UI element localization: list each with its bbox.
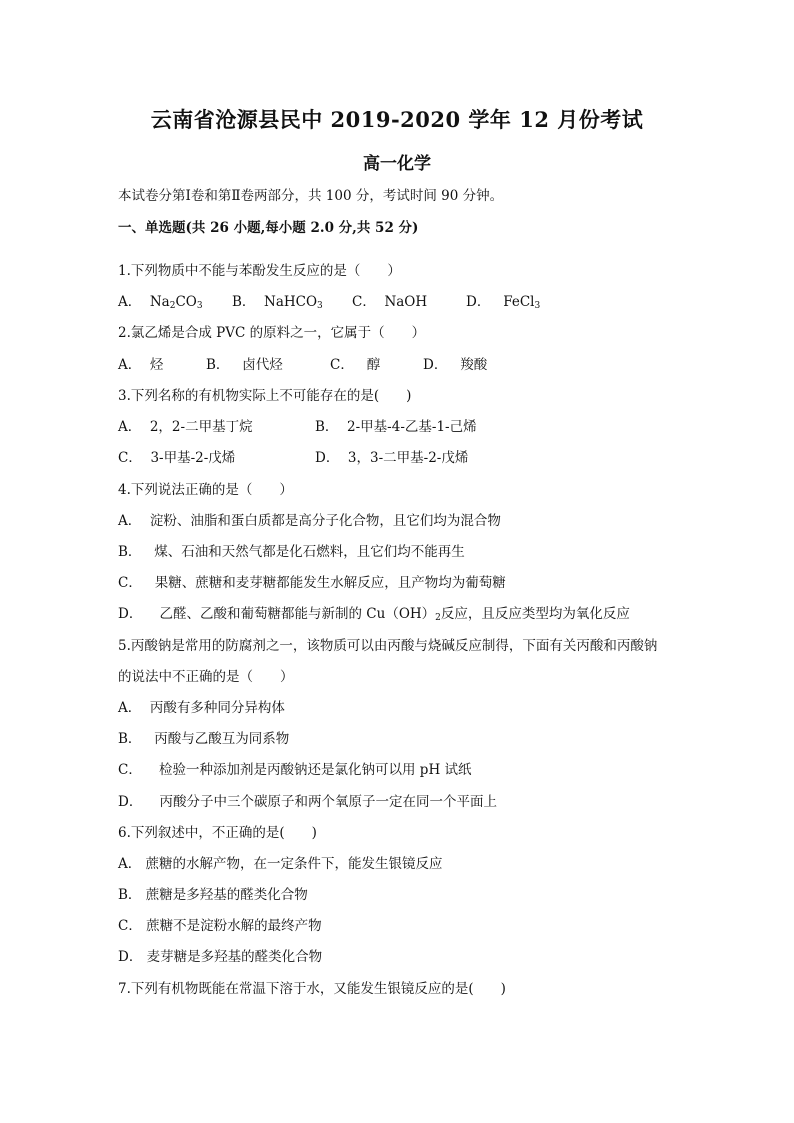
exam-title: 云南省沧源县民中 2019-2020 学年 12 月份考试 <box>150 107 644 132</box>
question-4-option-d: D． 乙醛、乙酸和葡萄糖都能与新制的 $Cu(OH)_2$反应，且反应类型均为氧化反应 <box>118 606 630 623</box>
question-3-option-d: D． 3，3-二甲基-2-戊烯 <box>315 450 469 466</box>
question-1-option-b: B． NaHCO$_3$ <box>232 294 323 311</box>
question-5-option-d: D． 丙酸分子中三个碳原子和两个氧原子一定在同一个平面上 <box>118 794 497 810</box>
question-6-option-a: A． 蔗糖的水解产物，在一定条件下，能发生银镜反应 <box>118 856 443 872</box>
question-2-option-a: A． 烃 <box>118 357 164 373</box>
question-2-option-c: C． 醇 <box>330 357 381 373</box>
exam-subtitle: 高一化学 <box>363 154 431 174</box>
question-6-option-c: C． 蔗糖不是淀粉水解的最终产物 <box>118 918 322 934</box>
question-4-option-a: A． 淀粉、油脂和蛋白质都是高分子化合物，且它们均为混合物 <box>118 513 501 529</box>
question-1-stem: 1.下列物质中不能与苯酚发生反应的是（ ） <box>118 263 401 279</box>
question-4-option-b: B． 煤、石油和天然气都是化石燃料，且它们均不能再生 <box>118 544 465 560</box>
question-3-option-c: C． 3-甲基-2-戊烯 <box>118 450 236 466</box>
question-4-option-c: C． 果糖、蔗糖和麦芽糖都能发生水解反应，且产物均为葡萄糖 <box>118 575 506 591</box>
question-6-option-d: D． 麦芽糖是多羟基的醛类化合物 <box>118 949 323 965</box>
question-6-option-b: B． 蔗糖是多羟基的醛类化合物 <box>118 887 308 903</box>
question-2-option-d: D． 羧酸 <box>423 357 488 373</box>
question-5-option-b: B． 丙酸与乙酸互为同系物 <box>118 731 290 747</box>
question-2-option-b: B． 卤代烃 <box>206 357 283 373</box>
question-5-option-a: A． 丙酸有多种同分异构体 <box>118 700 285 716</box>
question-3-option-a: A． 2，2-二甲基丁烷 <box>118 419 253 435</box>
question-1-option-d: D． FeCl$_3$ <box>466 294 541 311</box>
question-1-option-a: A． $Na_2CO_3$ <box>118 294 203 311</box>
question-1-option-c: C． NaOH <box>352 294 428 310</box>
question-5-stem-continued: 的说法中不正确的是（ ） <box>118 669 294 685</box>
question-2-stem: 2.氯乙烯是合成 PVC 的原料之一，它属于（ ） <box>118 325 426 341</box>
question-7-stem: 7.下列有机物既能在常温下溶于水，又能发生银镜反应的是( ) <box>118 981 506 997</box>
exam-intro: 本试卷分第Ⅰ卷和第Ⅱ卷两部分，共 100 分，考试时间 90 分钟。 <box>118 188 504 204</box>
question-3-stem: 3.下列名称的有机物实际上不可能存在的是( ) <box>118 388 412 404</box>
question-6-stem: 6.下列叙述中，不正确的是( ) <box>118 825 317 841</box>
question-5-option-c: C． 检验一种添加剂是丙酸钠还是氯化钠可以用 pH 试纸 <box>118 762 472 778</box>
question-3-option-b: B． 2-甲基-4-乙基-1-己烯 <box>315 419 477 435</box>
question-5-stem: 5.丙酸钠是常用的防腐剂之一，该物质可以由丙酸与烧碱反应制得，下面有关丙酸和丙酸钠 <box>118 638 658 654</box>
section-heading: 一、单选题(共 26 小题,每小题 2.0 分,共 52 分) <box>118 220 419 236</box>
question-4-stem: 4.下列说法正确的是（ ） <box>118 482 293 498</box>
